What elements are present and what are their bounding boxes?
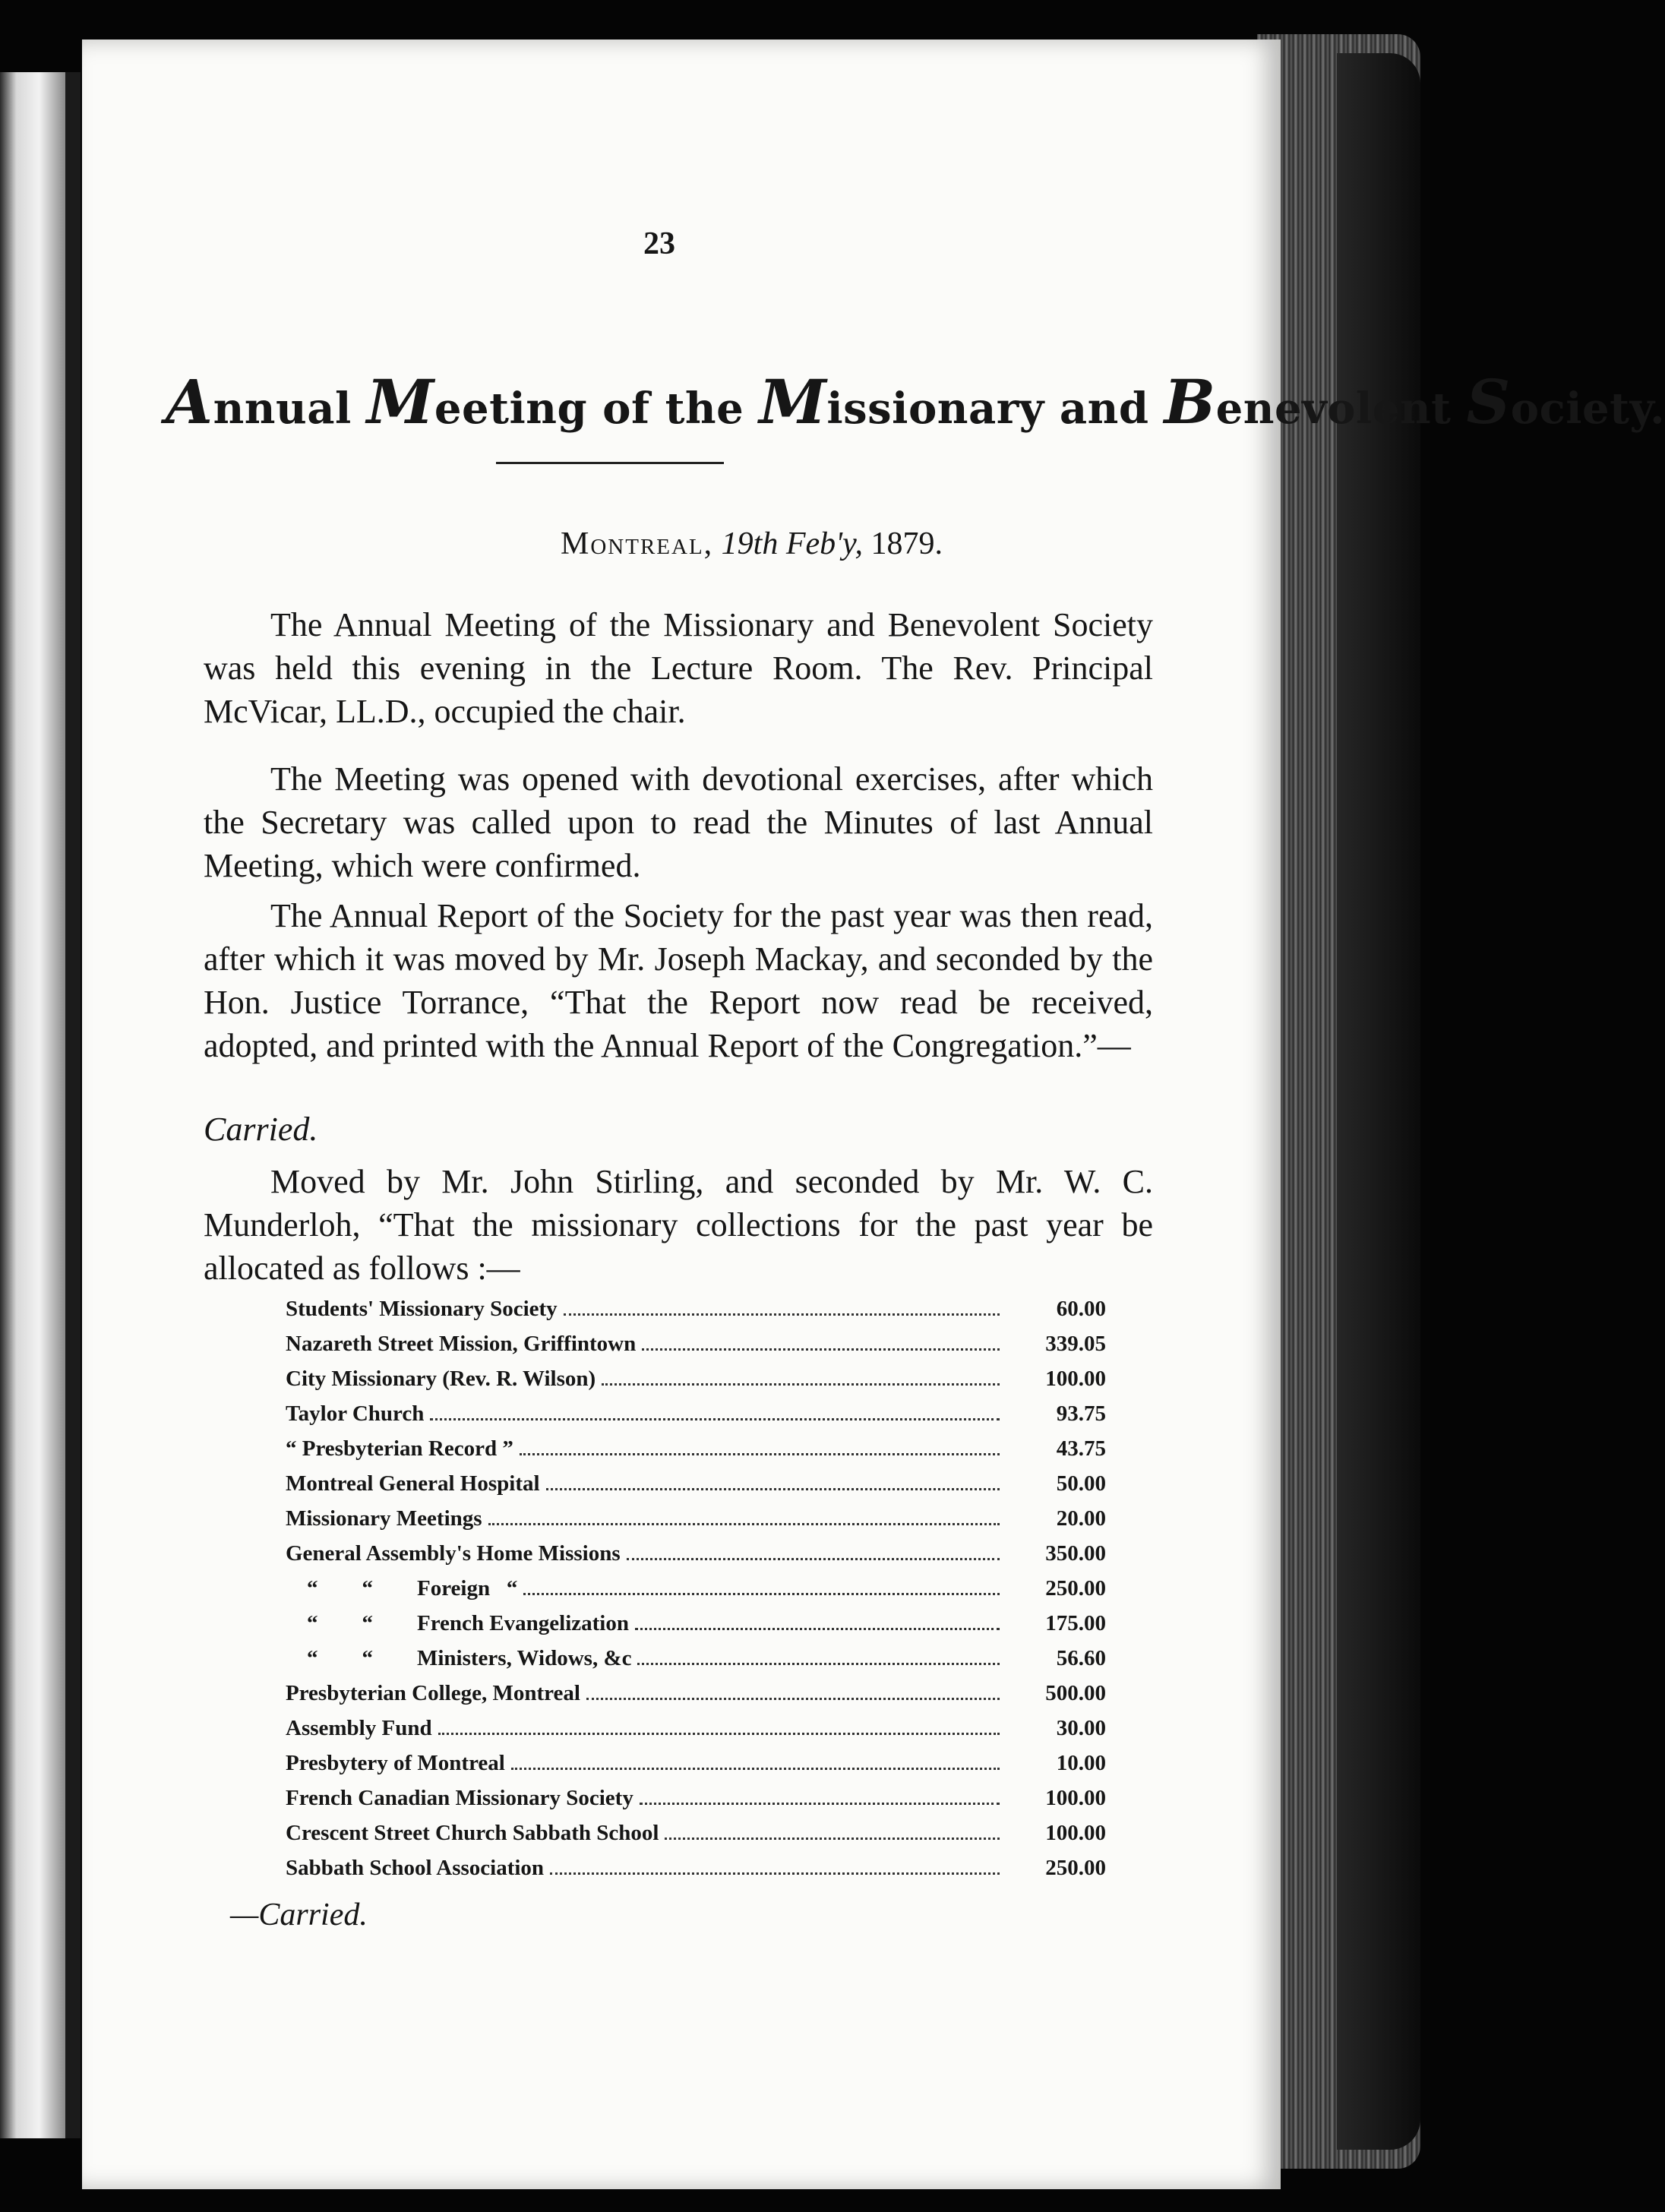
allocation-label: Sabbath School Association (286, 1856, 545, 1880)
allocation-amount: 100.00 (1045, 1367, 1106, 1391)
title-initial: B (1164, 366, 1216, 438)
paragraph-2 (204, 757, 1153, 887)
page-title (166, 366, 1665, 438)
allocation-amount: 339.05 (1045, 1332, 1106, 1356)
title-word-rest: enevolent (1215, 384, 1452, 434)
paragraph-3 (204, 894, 1153, 1067)
paragraph-4 (204, 1160, 1153, 1290)
paragraph-1-text: The Annual Meeting of the Missionary and Benevolent Society was held this evening in the Lecture Room. The Rev. Principal McVicar, LL.D., occupied the chair. (204, 606, 1153, 730)
allocation-amount: 250.00 (1045, 1576, 1106, 1601)
dateline-place: Montreal, (561, 526, 714, 561)
leader-dots (642, 1348, 1000, 1351)
book-page (82, 40, 1665, 2189)
title-word-rest: and (1059, 384, 1149, 434)
title-initial: A (166, 366, 213, 438)
allocation-label: Missionary Meetings (286, 1506, 482, 1531)
dateline-date: 19th Feb'y, (721, 526, 863, 561)
allocation-label: Nazareth Street Mission, Griffintown (286, 1332, 637, 1356)
paragraph-1 (204, 603, 1153, 733)
leader-dots (627, 1558, 1000, 1560)
title-initial: M (366, 366, 434, 438)
title-word-rest: eeting (434, 384, 588, 434)
leader-dots (511, 1768, 1000, 1770)
allocation-label: Montreal General Hospital (286, 1471, 540, 1496)
leader-dots (602, 1383, 1000, 1386)
allocation-amount: 60.00 (1056, 1297, 1106, 1321)
allocation-row (286, 1646, 1106, 1681)
allocation-row (286, 1401, 1106, 1436)
allocation-amount: 175.00 (1045, 1611, 1106, 1635)
dateline-year: 1879. (870, 526, 943, 561)
title-word (1466, 366, 1665, 438)
allocation-row (286, 1611, 1106, 1646)
leader-dots (546, 1488, 1000, 1490)
paragraph-2-text: The Meeting was opened with devotional exercises, after which the Secretary was called upon to read the Minutes of last Annual Meeting, which were confirmed. (204, 760, 1153, 884)
allocation-row (286, 1576, 1106, 1611)
allocation-label: Presbytery of Montreal (286, 1751, 505, 1775)
allocation-amount: 20.00 (1056, 1506, 1106, 1531)
allocation-row (286, 1786, 1106, 1821)
allocation-row (286, 1821, 1106, 1856)
title-initial: S (1466, 366, 1511, 438)
carried-end: —Carried. (230, 1898, 368, 1932)
allocation-label: General Assembly's Home Missions (286, 1541, 621, 1566)
allocation-amount: 93.75 (1056, 1401, 1106, 1426)
allocation-label: Students' Missionary Society (286, 1297, 558, 1321)
title-rule (496, 462, 724, 464)
allocation-label: City Missionary (Rev. R. Wilson) (286, 1367, 596, 1391)
allocation-amount: 100.00 (1045, 1786, 1106, 1810)
allocation-row (286, 1751, 1106, 1786)
leader-dots (430, 1418, 1000, 1420)
allocation-row (286, 1297, 1106, 1332)
leader-dots (637, 1663, 1000, 1665)
book-cover-edge (1337, 53, 1420, 2150)
allocation-row (286, 1716, 1106, 1751)
title-initial: M (759, 366, 827, 438)
allocation-amount: 500.00 (1045, 1681, 1106, 1705)
leader-dots (550, 1872, 1000, 1875)
allocation-row (286, 1541, 1106, 1576)
allocation-amount: 56.60 (1056, 1646, 1106, 1670)
allocation-list (286, 1297, 1106, 1891)
allocation-row (286, 1681, 1106, 1716)
title-word-rest: nnual (213, 384, 352, 434)
title-word-rest: of the (602, 384, 744, 434)
carried-inline-text: Carried. (204, 1111, 318, 1148)
allocation-amount: 43.75 (1056, 1436, 1106, 1461)
allocation-row (286, 1856, 1106, 1891)
title-word (1060, 384, 1149, 434)
page-number: 23 (643, 226, 675, 261)
allocation-label: Assembly Fund (286, 1716, 432, 1740)
leader-dots (438, 1733, 1000, 1735)
allocation-label: Taylor Church (286, 1401, 425, 1426)
allocation-label: Crescent Street Church Sabbath School (286, 1821, 659, 1845)
allocation-row (286, 1367, 1106, 1401)
allocation-amount: 10.00 (1056, 1751, 1106, 1775)
title-word (759, 366, 1044, 438)
leader-dots (520, 1453, 1000, 1455)
title-word-rest: ociety. (1510, 384, 1665, 434)
paragraph-4-text: Moved by Mr. John Stirling, and seconded by Mr. W. C. Munderloh, “That the missionary collections for the past year be allocated as follows :— (204, 1163, 1153, 1287)
leader-dots (586, 1698, 1000, 1700)
leader-dots (523, 1593, 1000, 1595)
paragraph-3-text: The Annual Report of the Society for the past year was then read, after which it was moved by Mr. Joseph Mackay, and seconded by the Hon. Justice Torrance, “That the Report now read be received, adopted, and printed with the Annual Report of the Congregation.”— (204, 897, 1153, 1064)
title-word (1164, 366, 1452, 438)
dateline (561, 526, 1092, 562)
leader-dots (665, 1838, 1000, 1840)
facing-page-edge (0, 72, 65, 2138)
leader-dots (635, 1628, 1000, 1630)
allocation-amount: 50.00 (1056, 1471, 1106, 1496)
allocation-amount: 30.00 (1056, 1716, 1106, 1740)
leader-dots (488, 1523, 1000, 1525)
book-gutter (65, 72, 81, 2138)
allocation-label: “ “ Ministers, Widows, &c (307, 1646, 632, 1670)
allocation-label: Presbyterian College, Montreal (286, 1681, 580, 1705)
allocation-row (286, 1471, 1106, 1506)
leader-dots (640, 1803, 1000, 1805)
allocation-label: French Canadian Missionary Society (286, 1786, 633, 1810)
title-word (166, 366, 352, 438)
allocation-amount: 100.00 (1045, 1821, 1106, 1845)
allocation-label: “ “ French Evangelization (307, 1611, 629, 1635)
carried-inline (204, 1108, 1153, 1151)
title-word-rest: issionary (826, 384, 1044, 434)
allocation-row (286, 1332, 1106, 1367)
allocation-row (286, 1436, 1106, 1471)
allocation-amount: 250.00 (1045, 1856, 1106, 1880)
leader-dots (564, 1313, 1000, 1316)
allocation-amount: 350.00 (1045, 1541, 1106, 1566)
allocation-row (286, 1506, 1106, 1541)
margin-pencil-mark (97, 1764, 120, 1847)
allocation-label: “ “ Foreign “ (307, 1576, 518, 1601)
title-word (602, 384, 744, 434)
allocation-label: “ Presbyterian Record ” (286, 1436, 513, 1461)
title-word (366, 366, 588, 438)
